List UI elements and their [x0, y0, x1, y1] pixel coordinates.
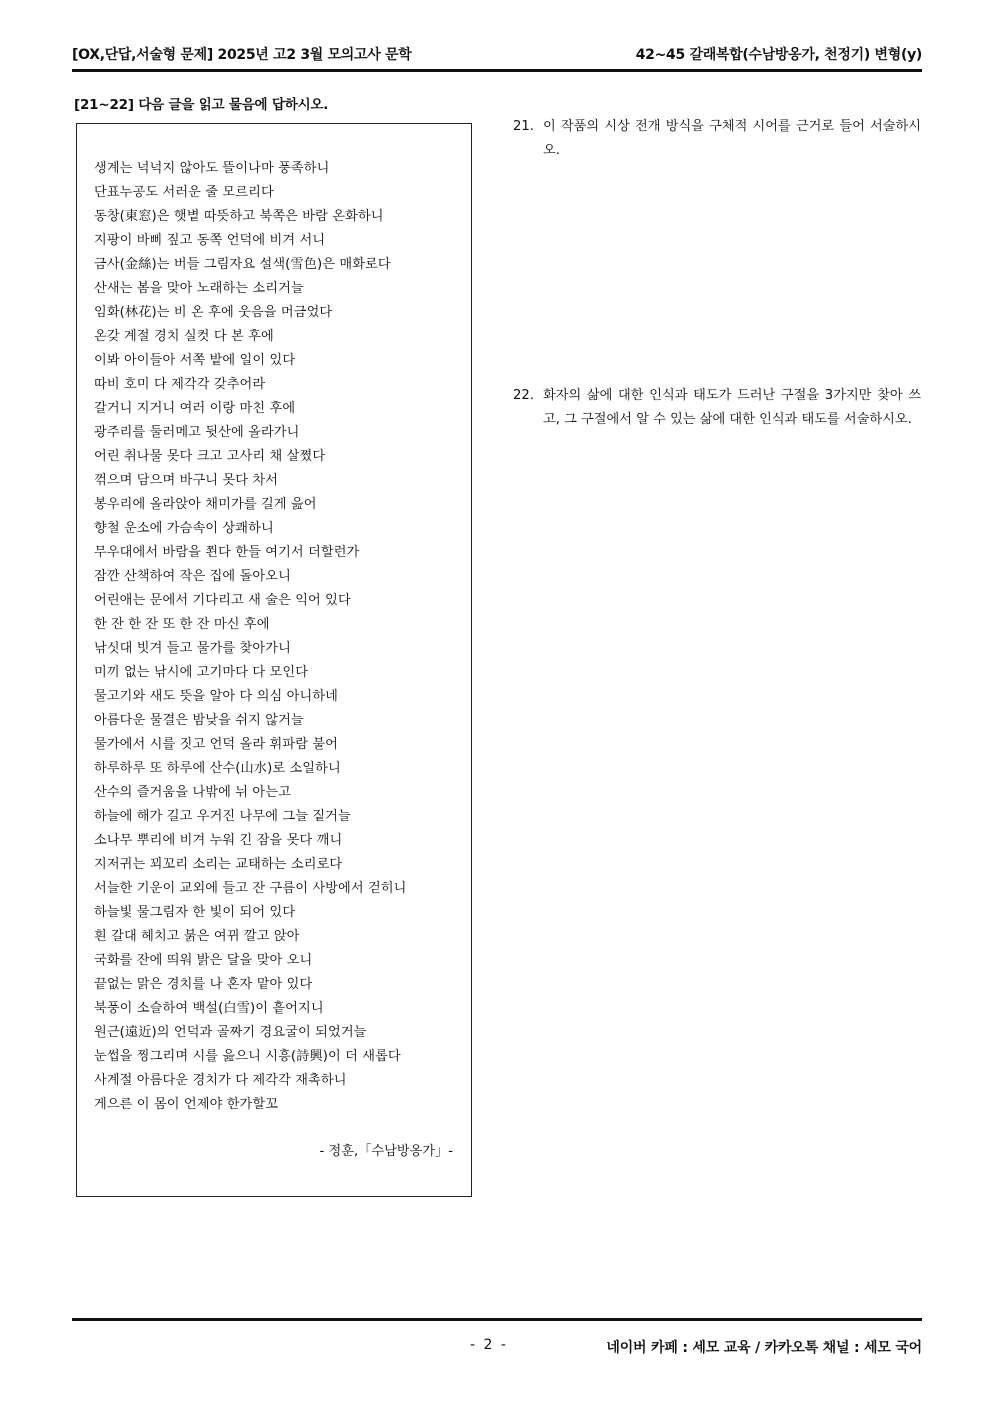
poem-line: 무우대에서 바람을 쬔다 한들 여기서 더할런가 — [94, 545, 360, 560]
poem-line: 따비 호미 다 제각각 갖추어라 — [94, 377, 266, 392]
poem-line: 미끼 없는 낚시에 고기마다 다 모인다 — [94, 665, 309, 680]
page-number: - 2 - — [470, 1337, 508, 1353]
page-footer — [72, 1336, 922, 1358]
header-right-title: 42~45 갈래복합(수남방옹가, 천정기) 변형(y) — [635, 47, 922, 63]
poem-line: 눈썹을 찡그리며 시를 읊으니 시흥(詩興)이 더 새롭다 — [94, 1049, 401, 1064]
question-21 — [513, 115, 921, 163]
poem-line: 국화를 잔에 띄워 밝은 달을 맞아 오니 — [94, 953, 313, 968]
question-number: 22. — [513, 388, 534, 403]
question-text: 화자의 삶에 대한 인식과 태도가 드러난 구절을 3가지만 찾아 쓰고, 그 구절에서 알 수 있는 삶에 대한 인식과 태도를 서술하시오. — [543, 388, 921, 427]
poem-line: 동창(東窓)은 햇볕 따뜻하고 북쪽은 바람 온화하니 — [94, 209, 384, 224]
footer-divider — [72, 1318, 922, 1321]
poem-line: 한 잔 한 잔 또 한 잔 마신 후에 — [94, 617, 270, 632]
poem-line: 향철 운소에 가슴속이 상쾌하니 — [94, 521, 274, 536]
poem-line: 어린애는 문에서 기다리고 새 술은 익어 있다 — [94, 593, 351, 608]
poem-line: 게으른 이 몸이 언제야 한가할꼬 — [94, 1097, 279, 1112]
poem-line: 물가에서 시를 짓고 언덕 올라 휘파람 불어 — [94, 737, 339, 752]
poem-line: 흰 갈대 헤치고 붉은 여뀌 깔고 앉아 — [94, 929, 300, 944]
poem-line: 산새는 봄을 맞아 노래하는 소리거늘 — [94, 281, 304, 296]
poem-line: 온갖 계절 경치 실컷 다 본 후에 — [94, 329, 274, 344]
poem-line: 북풍이 소슬하여 백설(白雪)이 흩어지니 — [94, 1001, 324, 1016]
poem-line: 잠깐 산책하여 작은 집에 돌아오니 — [94, 569, 291, 584]
poem-line: 갈거니 지거니 여러 이랑 마친 후에 — [94, 401, 296, 416]
poem-line: 낚싯대 빗겨 들고 물가를 찾아가니 — [94, 641, 291, 656]
footer-info: 네이버 카페 : 세모 교육 / 카카오톡 채널 : 세모 국어 — [606, 1340, 922, 1356]
poem-line: 지저귀는 꾀꼬리 소리는 교태하는 소리로다 — [94, 857, 343, 872]
page-header — [72, 44, 922, 66]
poem-line: 사계절 아름다운 경치가 다 제각각 재촉하니 — [94, 1073, 347, 1088]
poem-line: 광주리를 둘러메고 뒷산에 올라가니 — [94, 425, 300, 440]
poem-line: 산수의 즐거움을 나밖에 뉘 아는고 — [94, 785, 291, 800]
header-left-title: [OX,단답,서술형 문제] 2025년 고2 3월 모의고사 문학 — [72, 47, 412, 63]
poem-source: - 정훈,「수남방옹가」- — [319, 1144, 453, 1159]
poem-line: 서늘한 기운이 교외에 들고 잔 구름이 사방에서 걷히니 — [94, 881, 407, 896]
poem-line: 하늘빛 물그림자 한 빛이 되어 있다 — [94, 905, 296, 920]
poem-line: 원근(遠近)의 언덕과 골짜기 경요굴이 되었거늘 — [94, 1025, 367, 1040]
poem-line: 하루하루 또 하루에 산수(山水)로 소일하니 — [94, 761, 341, 776]
question-instruction: [21~22] 다음 글을 읽고 물음에 답하시오. — [74, 97, 329, 113]
poem-box — [76, 123, 472, 1197]
poem-line: 지팡이 바삐 짚고 동쪽 언덕에 비겨 서니 — [94, 233, 326, 248]
poem-line: 어린 취나물 못다 크고 고사리 채 살쪘다 — [94, 449, 326, 464]
poem-line: 임화(林花)는 비 온 후에 웃음을 머금었다 — [94, 305, 333, 320]
poem-line: 하늘에 해가 길고 우거진 나무에 그늘 짙거늘 — [94, 809, 351, 824]
poem-line: 생계는 넉넉지 않아도 뜰이나마 풍족하니 — [94, 161, 330, 176]
poem-line: 봉우리에 올라앉아 채미가를 길게 읊어 — [94, 497, 317, 512]
header-divider — [72, 69, 922, 72]
poem-line: 이봐 아이들아 서쪽 밭에 일이 있다 — [94, 353, 296, 368]
poem-line: 물고기와 새도 뜻을 알아 다 의심 아니하네 — [94, 689, 339, 704]
poem-line: 금사(金絲)는 버들 그림자요 설색(雪色)은 매화로다 — [94, 257, 391, 272]
question-text: 이 작품의 시상 전개 방식을 구체적 시어를 근거로 들어 서술하시오. — [543, 119, 921, 158]
poem-line: 소나무 뿌리에 비겨 누워 긴 잠을 못다 깨니 — [94, 833, 343, 848]
poem-line: 꺾으며 담으며 바구니 못다 차서 — [94, 473, 279, 488]
poem-line: 아름다운 물결은 밤낮을 쉬지 않거늘 — [94, 713, 304, 728]
question-number: 21. — [513, 119, 534, 134]
poem-line: 단표누공도 서러운 줄 모르리다 — [94, 185, 274, 200]
poem-line: 끝없는 맑은 경치를 나 혼자 맡아 있다 — [94, 977, 313, 992]
question-22 — [513, 384, 921, 432]
poem-lines — [94, 157, 464, 1117]
